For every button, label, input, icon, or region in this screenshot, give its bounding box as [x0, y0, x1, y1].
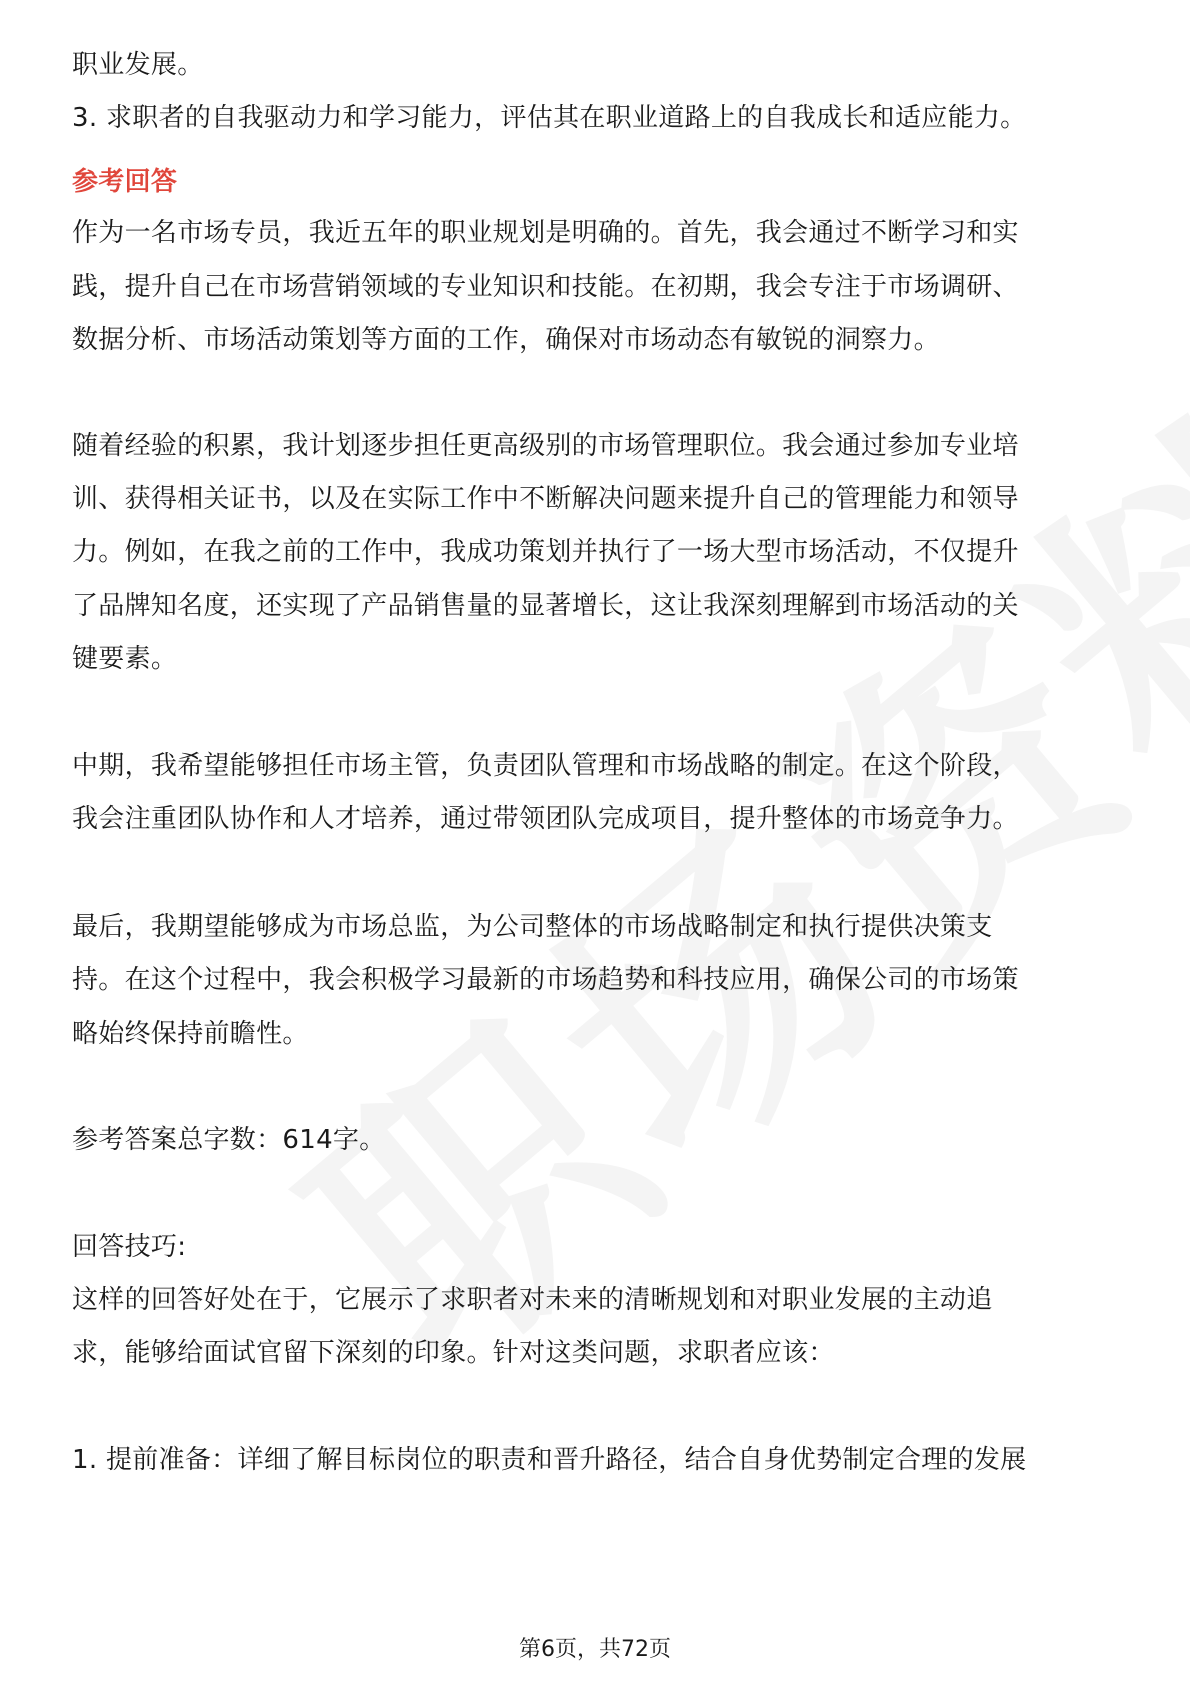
body-line: 求，能够给面试官留下深刻的印象。针对这类问题，求职者应该： — [72, 1338, 835, 1368]
question-point-3: 3. 求职者的自我驱动力和学习能力，评估其在职业道路上的自我成长和适应能力。 — [72, 103, 1027, 133]
body-line: 中期，我希望能够担任市场主管，负责团队管理和市场战略的制定。在这个阶段， — [72, 751, 1019, 781]
body-line: 训、获得相关证书，以及在实际工作中不断解决问题来提升自己的管理能力和领导 — [72, 484, 1019, 514]
tips-heading: 回答技巧: — [72, 1232, 187, 1262]
body-line: 了品牌知名度，还实现了产品销售量的显著增长，这让我深刻理解到市场活动的关 — [72, 591, 1019, 621]
word-count: 参考答案总字数：614字。 — [72, 1125, 386, 1155]
body-line: 我会注重团队协作和人才培养，通过带领团队完成项目，提升整体的市场竞争力。 — [72, 804, 1019, 834]
section-heading-reference-answer: 参考回答 — [72, 167, 178, 197]
body-line: 数据分析、市场活动策划等方面的工作，确保对市场动态有敏锐的洞察力。 — [72, 325, 940, 355]
page-number-footer: 第6页，共72页 — [519, 1637, 671, 1662]
body-line: 随着经验的积累，我计划逐步担任更高级别的市场管理职位。我会通过参加专业培 — [72, 431, 1019, 461]
tip-item-1: 1. 提前准备：详细了解目标岗位的职责和晋升路径，结合自身优势制定合理的发展 — [72, 1445, 1027, 1475]
body-line: 键要素。 — [72, 644, 178, 674]
body-line: 略始终保持前瞻性。 — [72, 1019, 309, 1049]
body-line: 最后，我期望能够成为市场总监，为公司整体的市场战略制定和执行提供决策支 — [72, 912, 993, 942]
body-line: 这样的回答好处在于，它展示了求职者对未来的清晰规划和对职业发展的主动追 — [72, 1285, 993, 1315]
body-line: 践，提升自己在市场营销领域的专业知识和技能。在初期，我会专注于市场调研、 — [72, 272, 1019, 302]
body-line: 持。在这个过程中，我会积极学习最新的市场趋势和科技应用，确保公司的市场策 — [72, 965, 1019, 995]
body-line: 作为一名市场专员，我近五年的职业规划是明确的。首先，我会通过不断学习和实 — [72, 218, 1019, 248]
body-line: 职业发展。 — [72, 50, 204, 80]
body-line: 力。例如，在我之前的工作中，我成功策划并执行了一场大型市场活动，不仅提升 — [72, 537, 1019, 567]
